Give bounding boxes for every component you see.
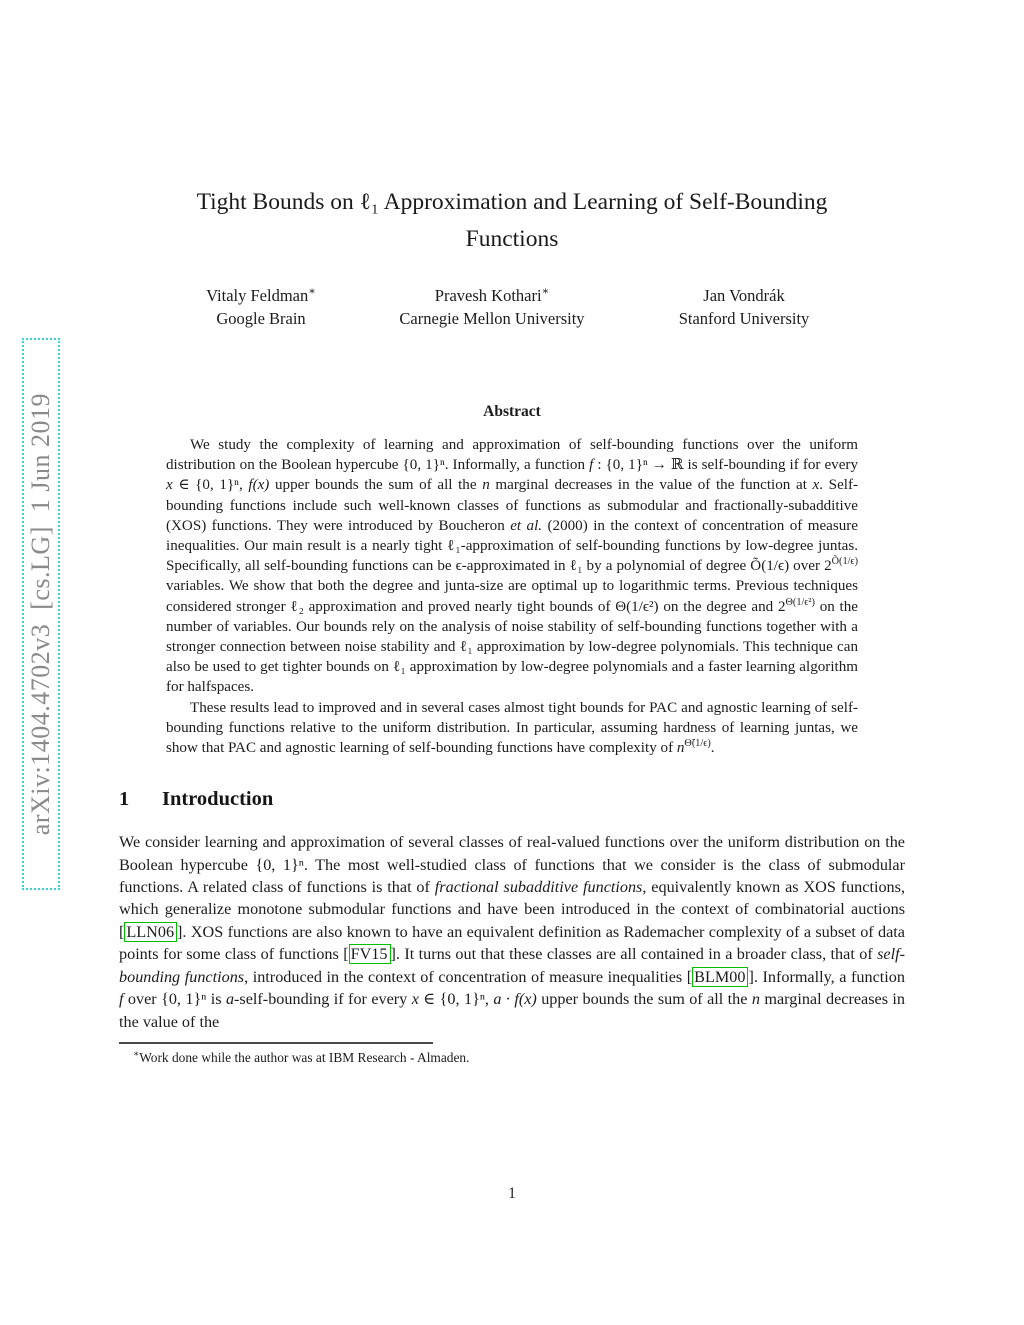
text-segment: , introduced in the context of concentration of measure inequalities [ [244, 967, 693, 986]
author-affiliation: Carnegie Mellon University [399, 309, 585, 328]
text-segment: ]. It turns out that these classes are all contained in a broader class, that of [390, 945, 878, 964]
paper-title-line-2: Functions [465, 226, 559, 252]
text-segment: Jan Vondrák [703, 286, 785, 305]
text-segment: x [166, 477, 173, 494]
text-segment: a [225, 990, 235, 1009]
author-jan-vondrak [679, 284, 810, 330]
text-segment: Work done while the author was at IBM Research - Almaden. [139, 1049, 470, 1065]
text-segment: Θ̃(1/ϵ) [684, 738, 711, 750]
paper-title [119, 184, 905, 258]
text-segment: upper bounds the sum of all the [536, 990, 752, 1009]
abstract-section [166, 403, 858, 758]
paper-content [119, 0, 905, 1067]
text-segment: ]. Informally, a function [748, 967, 905, 986]
text-segment: Vitaly Feldman [206, 286, 309, 305]
abstract-heading: Abstract [483, 403, 541, 420]
text-segment: ∈ {0, 1}ⁿ, [418, 990, 494, 1009]
footnote [119, 1049, 905, 1067]
text-segment: -self-bounding if for every [234, 990, 412, 1009]
page-number: 1 [508, 1185, 516, 1202]
footnote-rule [119, 1042, 433, 1044]
text-segment: f(x) [248, 477, 270, 494]
text-segment: variables. We show that both the degree and junta-size are optimal up to logarithmic terms. Previous techniques considered stronger ℓ₂ approximation and proved nearly tight bounds of Θ(1/ϵ²) on the degree and 2 [166, 578, 858, 615]
text-segment: ∗ [308, 285, 316, 298]
text-segment: : {0, 1}ⁿ → ℝ is self-bounding if for every [593, 457, 858, 474]
text-segment: fractional subadditive functions [434, 878, 643, 897]
text-segment: We consider learning and approximation of several classes of real-valued functions over the uniform distribution on the Boolean hypercube {0, 1}ⁿ. The most well-studied class of functions that we consider is the class of submodular functions. A related class of functions is that of [119, 833, 905, 897]
abstract-paragraph-2 [166, 698, 858, 759]
author-name [206, 284, 316, 307]
text-segment: ∗ [133, 1048, 140, 1059]
text-segment: f [589, 457, 594, 474]
text-segment: n [676, 740, 685, 757]
text-segment: . Self-bounding functions include such well-known classes of functions as submodular and fractionally-subadditive (XOS) functions. They were introduced by Boucheron [166, 477, 859, 534]
arxiv-banner [22, 338, 60, 890]
text-segment: Pravesh Kothari [434, 286, 542, 305]
citation-link[interactable]: LLN06 [124, 922, 177, 942]
text-segment: . [710, 740, 715, 757]
section-number: 1 [119, 788, 130, 811]
text-segment: over {0, 1}ⁿ is [123, 990, 226, 1009]
text-segment: n [751, 990, 760, 1009]
abstract-paragraph-1 [166, 435, 858, 698]
author-affiliation: Stanford University [678, 309, 810, 328]
intro-paragraph [119, 831, 905, 1033]
text-segment: f [119, 990, 124, 1009]
text-segment: on the number of variables. Our bounds rely on the analysis of noise stability of self-bounding functions together with a stronger connection between noise stability and ℓ₁ approximation by low-degree polynomials. This technique can also be used to get tighter bounds on ℓ₁ approximation by low-degree polynomials and a faster learning algorithm for halfspaces. [166, 598, 858, 696]
author-affiliation: Google Brain [216, 309, 306, 328]
section-heading-introduction [119, 788, 905, 811]
text-segment: (2000) in the context of concentration of measure inequalities. Our main result is a nearly tight ℓ₁-approximation of self-bounding functions by low-degree juntas. Specifically, all self-bounding functions can be ϵ-approximated in ℓ₁ by a polynomial of degree Õ(1/ϵ) over 2 [166, 517, 859, 575]
text-segment: x [411, 990, 419, 1009]
author-name [399, 284, 584, 307]
text-segment: marginal decreases in the value of the [119, 990, 906, 1031]
text-segment: ∗ [541, 285, 550, 298]
author-pravesh-kothari [399, 284, 584, 330]
text-segment: , equivalently known as XOS functions, which generalize monotone submodular functions and have been introduced in the context of combinatorial auctions [ [119, 878, 905, 941]
author-vitaly-feldman [206, 284, 316, 330]
text-segment: ]. XOS functions are also known to have an equivalent definition as Rademacher complexity of a subset of data points for some class of functions [ [119, 922, 905, 964]
author-name [679, 284, 810, 307]
text-segment: et al. [510, 517, 543, 534]
citation-link[interactable]: FV15 [349, 944, 391, 964]
paper-title-line-1: Tight Bounds on ℓ₁ Approximation and Learning of Self-Bounding [196, 189, 828, 215]
text-segment: marginal decreases in the value of the function at [489, 477, 813, 494]
section-title: Introduction [162, 788, 274, 811]
arxiv-banner-text: arXiv:1404.4702v3 [cs.LG] 1 Jun 2019 [26, 392, 55, 836]
text-segment: Õ(1/ϵ) [831, 556, 858, 568]
text-segment: We study the complexity of learning and approximation of self-bounding functions over the uniform distribution on the Boolean hypercube {0, 1}ⁿ. Informally, a function [166, 437, 858, 474]
text-segment: n [482, 477, 490, 494]
author-block [119, 284, 905, 332]
text-segment: x [812, 477, 820, 494]
text-segment: upper bounds the sum of all the [269, 477, 483, 494]
text-segment: Θ(1/ϵ²) [785, 596, 815, 608]
text-segment: a · f(x) [493, 990, 537, 1009]
citation-link[interactable]: BLM00 [692, 967, 748, 987]
text-segment: self-bounding functions [119, 945, 905, 986]
text-segment: ∈ {0, 1}ⁿ, [172, 477, 249, 494]
text-segment: These results lead to improved and in several cases almost tight bounds for PAC and agnostic learning of self-bounding functions relative to the uniform distribution. In particular, assuming hardness of learning juntas, we show that PAC and agnostic learning of self-bounding functions have complexity of [166, 699, 858, 757]
